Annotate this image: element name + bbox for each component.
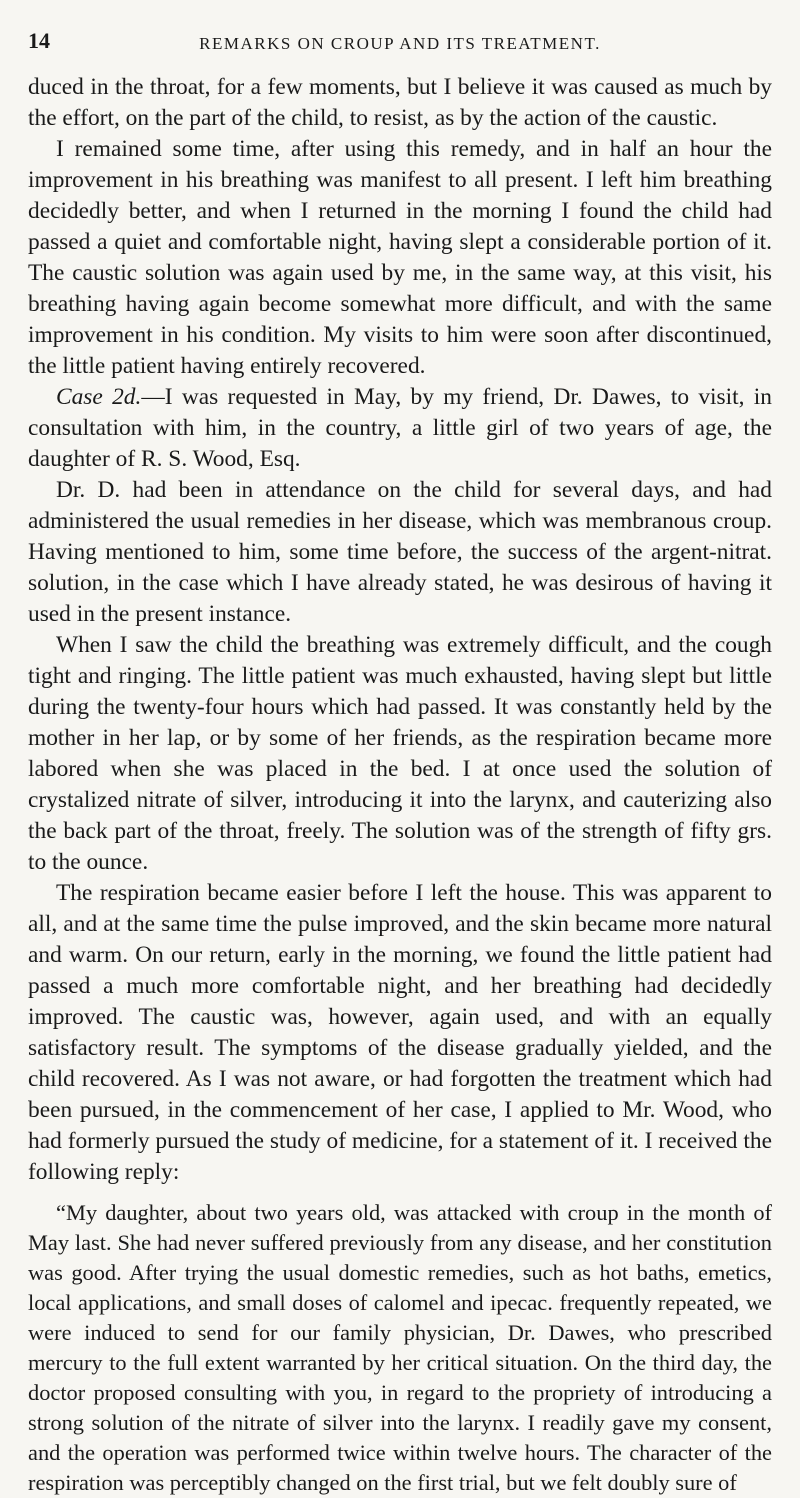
quoted-letter: “My daughter, about two years old, was attacked with croup in the month of May last. She had never suffered previously from any disease, and her constitution was good. After trying the usual domestic remedies, such as hot baths, emetics, local applications, and small doses of calomel and ipecac. frequently repeated, we were induced to send for our family physician, Dr. Dawes, who prescribed mercury to the full extent warranted by her critical situation. On the third day, the doctor proposed consulting with you, in regard to the propriety of introducing a strong solution of the nitrate of silver into the larynx. I readily gave my consent, and the operation was performed twice within twelve hours. The character of the respiration was perceptibly changed on the first trial, but we felt doubly sure of: [28, 1200, 772, 1495]
body-text: [28, 72, 772, 1498]
paragraph: When I saw the child the breathing was extremely difficult, and the cough tight and ringing. The little patient was much exhausted, having slept but little during the twenty-four hours which had passed. It was constantly held by the mother in her lap, or by some of her friends, as the respiration became more labored when she was placed in the bed. I at once used the solution of crystalized nitrate of silver, introducing it into the larynx, and cauterizing also the back part of the throat, freely. The solution was of the strength of fifty grs. to the ounce.: [28, 632, 772, 875]
paragraph: duced in the throat, for a few moments, but I believe it was caused as much by the effort, on the part of the child, to resist, as by the action of the caustic.: [28, 74, 772, 131]
case-label: Case 2d.: [56, 384, 142, 410]
paragraph: Dr. D. had been in attendance on the child for several days, and had administered the usual remedies in her disease, which was membranous croup. Having mentioned to him, some time before, the success of the argent-nitrat. solution, in the case which I have already stated, he was desirous of having it used in the present instance.: [28, 477, 772, 627]
page-number: 14: [28, 28, 50, 53]
paragraph: I remained some time, after using this remedy, and in half an hour the improvement in his breathing was manifest to all present. I left him breathing decidedly better, and when I returned in the morning I found the child had passed a quiet and comfortable night, having slept a considerable portion of it. The caustic solution was again used by me, in the same way, at this visit, his breathing having again become somewhat more difficult, and with the same improvement in his condition. My visits to him were soon after discontinued, the little patient having entirely recovered.: [28, 136, 772, 379]
paragraph-text: I was requested in May, by my friend, Dr. Dawes, to visit, in consultation with him, in the country, a little girl of two years of age, the daughter of R. S. Wood, Esq.: [28, 384, 772, 472]
running-head: REMARKS ON CROUP AND ITS TREATMENT.: [199, 34, 601, 53]
paragraph-case-2: Case 2d.—I was requested in May, by my friend, Dr. Dawes, to visit, in consultation with him, in the country, a little girl of two years of age, the daughter of R. S. Wood, Esq.: [28, 384, 772, 472]
paragraph: The respiration became easier before I left the house. This was apparent to all, and at the same time the pulse improved, and the skin became more natural and warm. On our return, early in the morning, we found the little patient had passed a much more comfortable night, and her breathing had decidedly improved. The caustic was, however, again used, and with an equally satisfactory result. The symptoms of the disease gradually yielded, and the child recovered. As I was not aware, or had forgotten the treatment which had been pursued, in the commencement of her case, I applied to Mr. Wood, who had formerly pursued the study of medicine, for a statement of it. I received the following reply:: [28, 880, 772, 1185]
page-header: [28, 28, 772, 64]
